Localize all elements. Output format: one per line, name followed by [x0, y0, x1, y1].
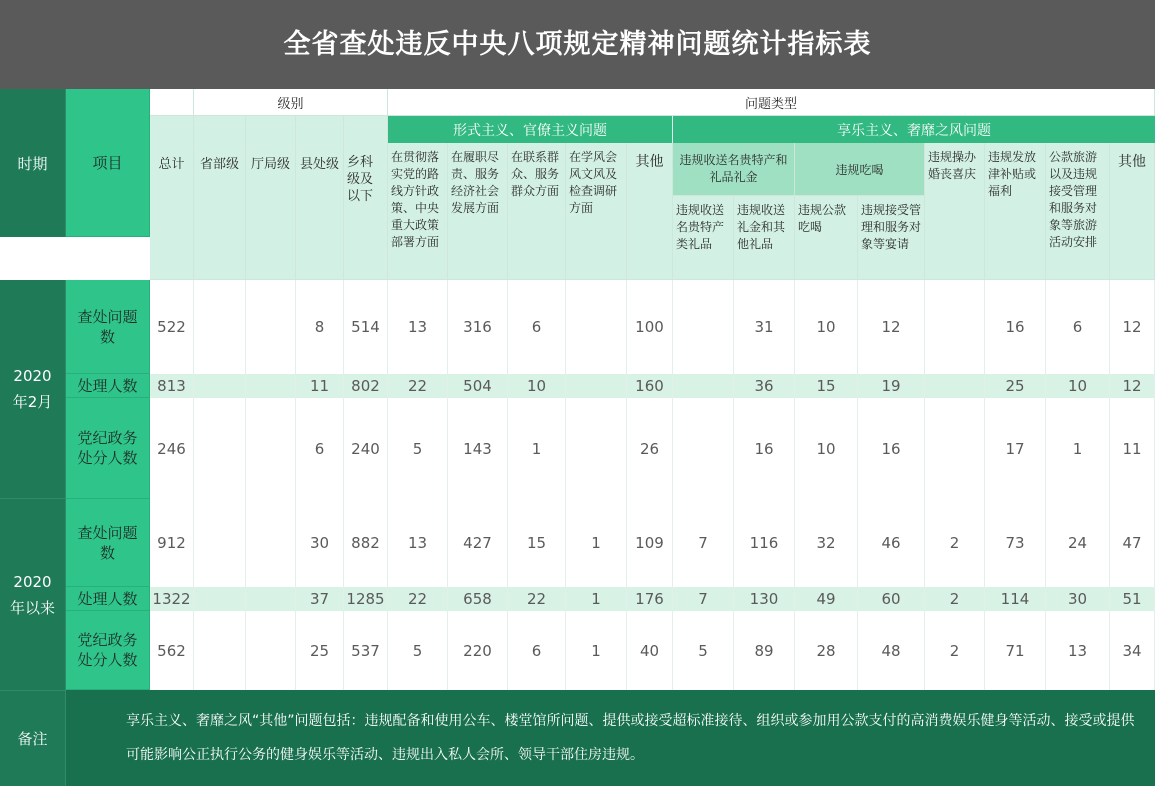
table-cell: 12 — [1110, 280, 1155, 374]
formalism-policy-header: 在贯彻落实党的路线方针政策、中央重大政策部署方面 — [388, 143, 448, 280]
table-cell: 10 — [1046, 374, 1110, 398]
table-cell — [246, 587, 296, 611]
public-dining-header: 违规公款吃喝 — [795, 196, 858, 280]
table-cell: 562 — [150, 611, 194, 690]
table-cell: 10 — [795, 398, 858, 499]
table-cell: 2 — [925, 611, 985, 690]
table-cell: 60 — [858, 587, 925, 611]
table-cell: 17 — [985, 398, 1046, 499]
formalism-duty-header: 在履职尽责、服务经济社会发展方面 — [448, 143, 508, 280]
table-cell: 49 — [795, 587, 858, 611]
type-group-header: 问题类型 — [388, 89, 1155, 116]
table-cell: 7 — [673, 587, 734, 611]
table-cell: 427 — [448, 499, 508, 587]
table-cell: 13 — [1046, 611, 1110, 690]
table-cell: 13 — [388, 499, 448, 587]
table-cell: 2 — [925, 587, 985, 611]
table-cell — [194, 499, 246, 587]
table-cell: 1 — [566, 499, 627, 587]
table-cell — [194, 374, 246, 398]
table-cell: 11 — [1110, 398, 1155, 499]
row-label: 党纪政务处分人数 — [66, 398, 150, 499]
note-label: 备注 — [0, 690, 66, 786]
table-cell — [194, 587, 246, 611]
table-cell: 5 — [388, 398, 448, 499]
table-cell: 11 — [296, 374, 344, 398]
formalism-style-header: 在学风会风文风及检查调研方面 — [566, 143, 627, 280]
row-label: 处理人数 — [66, 374, 150, 398]
table-cell: 537 — [344, 611, 388, 690]
table-cell: 160 — [627, 374, 673, 398]
table-cell: 1285 — [344, 587, 388, 611]
table-cell: 802 — [344, 374, 388, 398]
table-cell — [566, 280, 627, 374]
table-cell — [246, 611, 296, 690]
corner-cell — [150, 89, 194, 116]
table-cell: 16 — [858, 398, 925, 499]
formalism-group-header: 形式主义、官僚主义问题 — [388, 116, 673, 143]
table-cell — [246, 398, 296, 499]
gift-group-header: 违规收送名贵特产和礼品礼金 — [673, 143, 795, 196]
formalism-masses-header: 在联系群众、服务群众方面 — [508, 143, 566, 280]
table-cell: 51 — [1110, 587, 1155, 611]
table-cell: 6 — [296, 398, 344, 499]
table-cell: 6 — [508, 611, 566, 690]
table-cell: 16 — [734, 398, 795, 499]
table-cell: 37 — [296, 587, 344, 611]
table-cell: 28 — [795, 611, 858, 690]
table-cell: 19 — [858, 374, 925, 398]
gift-cash-header: 违规收送礼金和其他礼品 — [734, 196, 795, 280]
table-cell: 22 — [388, 374, 448, 398]
table-cell: 36 — [734, 374, 795, 398]
table-cell: 22 — [508, 587, 566, 611]
table-cell: 143 — [448, 398, 508, 499]
table-cell: 25 — [985, 374, 1046, 398]
weddings-funerals-header: 违规操办婚丧喜庆 — [925, 143, 985, 280]
table-cell: 24 — [1046, 499, 1110, 587]
page-title: 全省查处违反中央八项规定精神问题统计指标表 — [0, 0, 1155, 89]
table-cell: 316 — [448, 280, 508, 374]
table-cell: 22 — [388, 587, 448, 611]
table-cell: 40 — [627, 611, 673, 690]
table-cell: 1 — [508, 398, 566, 499]
table-cell: 130 — [734, 587, 795, 611]
table-cell — [566, 398, 627, 499]
bureau-level-header: 厅局级 — [246, 116, 296, 280]
accept-banquet-header: 违规接受管理和服务对象等宴请 — [858, 196, 925, 280]
table-cell — [194, 280, 246, 374]
table-cell: 15 — [795, 374, 858, 398]
table-cell: 514 — [344, 280, 388, 374]
table-cell: 658 — [448, 587, 508, 611]
table-cell — [246, 374, 296, 398]
tourism-header: 公款旅游以及违规接受管理和服务对象等旅游活动安排 — [1046, 143, 1110, 280]
note-text: 享乐主义、奢靡之风“其他”问题包括：违规配备和使用公车、楼堂馆所问题、提供或接受超标准接待、组织或参加用公款支付的高消费娱乐健身等活动、接受或提供可能影响公正执行公务的健身娱乐等活动、违规出入私人会所、领导干部住房违规。 — [66, 690, 1155, 786]
table-cell: 8 — [296, 280, 344, 374]
table-cell: 48 — [858, 611, 925, 690]
table-cell: 46 — [858, 499, 925, 587]
table-cell: 89 — [734, 611, 795, 690]
table-cell — [566, 374, 627, 398]
table-cell: 504 — [448, 374, 508, 398]
table-cell: 6 — [508, 280, 566, 374]
table-cell — [925, 280, 985, 374]
table-cell: 30 — [296, 499, 344, 587]
table-cell: 240 — [344, 398, 388, 499]
table-cell: 73 — [985, 499, 1046, 587]
table-cell: 6 — [1046, 280, 1110, 374]
hedonism-other-header: 其他 — [1110, 143, 1155, 280]
period-column-header: 时期 — [0, 89, 66, 237]
period-since-2020: 2020年以来 — [0, 499, 66, 690]
level-group-header: 级别 — [194, 89, 388, 116]
province-level-header: 省部级 — [194, 116, 246, 280]
table-cell: 5 — [388, 611, 448, 690]
table-cell: 15 — [508, 499, 566, 587]
county-level-header: 县处级 — [296, 116, 344, 280]
table-cell — [246, 499, 296, 587]
table-cell: 12 — [858, 280, 925, 374]
formalism-other-header: 其他 — [627, 143, 673, 280]
table-cell: 246 — [150, 398, 194, 499]
table-cell: 16 — [985, 280, 1046, 374]
table-cell: 220 — [448, 611, 508, 690]
table-cell: 1322 — [150, 587, 194, 611]
gift-specialty-header: 违规收送名贵特产类礼品 — [673, 196, 734, 280]
table-cell: 1 — [566, 587, 627, 611]
table-cell: 26 — [627, 398, 673, 499]
table-cell: 109 — [627, 499, 673, 587]
table-cell: 116 — [734, 499, 795, 587]
row-label: 查处问题数 — [66, 280, 150, 374]
table-cell: 12 — [1110, 374, 1155, 398]
table-cell — [925, 374, 985, 398]
table-cell: 13 — [388, 280, 448, 374]
table-cell: 912 — [150, 499, 194, 587]
table-cell: 31 — [734, 280, 795, 374]
table-cell: 114 — [985, 587, 1046, 611]
row-label: 处理人数 — [66, 587, 150, 611]
allowance-header: 违规发放津补贴或福利 — [985, 143, 1046, 280]
table-cell: 30 — [1046, 587, 1110, 611]
period-feb-2020: 2020年2月 — [0, 280, 66, 499]
dining-group-header: 违规吃喝 — [795, 143, 925, 196]
table-cell — [673, 374, 734, 398]
table-cell: 1 — [1046, 398, 1110, 499]
table-cell: 176 — [627, 587, 673, 611]
table-cell: 5 — [673, 611, 734, 690]
item-column-header: 项目 — [66, 89, 150, 237]
table-cell: 10 — [795, 280, 858, 374]
table-cell — [673, 280, 734, 374]
table-cell — [194, 398, 246, 499]
table-cell: 1 — [566, 611, 627, 690]
table-cell: 47 — [1110, 499, 1155, 587]
hedonism-group-header: 享乐主义、奢靡之风问题 — [673, 116, 1155, 143]
table-cell: 522 — [150, 280, 194, 374]
table-cell: 10 — [508, 374, 566, 398]
total-header: 总计 — [150, 116, 194, 280]
table-cell — [194, 611, 246, 690]
table-cell: 25 — [296, 611, 344, 690]
table-cell: 34 — [1110, 611, 1155, 690]
table-cell — [673, 398, 734, 499]
table-cell: 2 — [925, 499, 985, 587]
table-cell: 7 — [673, 499, 734, 587]
table-cell: 882 — [344, 499, 388, 587]
row-label: 党纪政务处分人数 — [66, 611, 150, 690]
table-cell — [246, 280, 296, 374]
table-cell: 32 — [795, 499, 858, 587]
township-level-header: 乡科级及以下 — [344, 116, 388, 280]
row-label: 查处问题数 — [66, 499, 150, 587]
table-cell — [925, 398, 985, 499]
table-cell: 71 — [985, 611, 1046, 690]
table-cell: 100 — [627, 280, 673, 374]
table-cell: 813 — [150, 374, 194, 398]
